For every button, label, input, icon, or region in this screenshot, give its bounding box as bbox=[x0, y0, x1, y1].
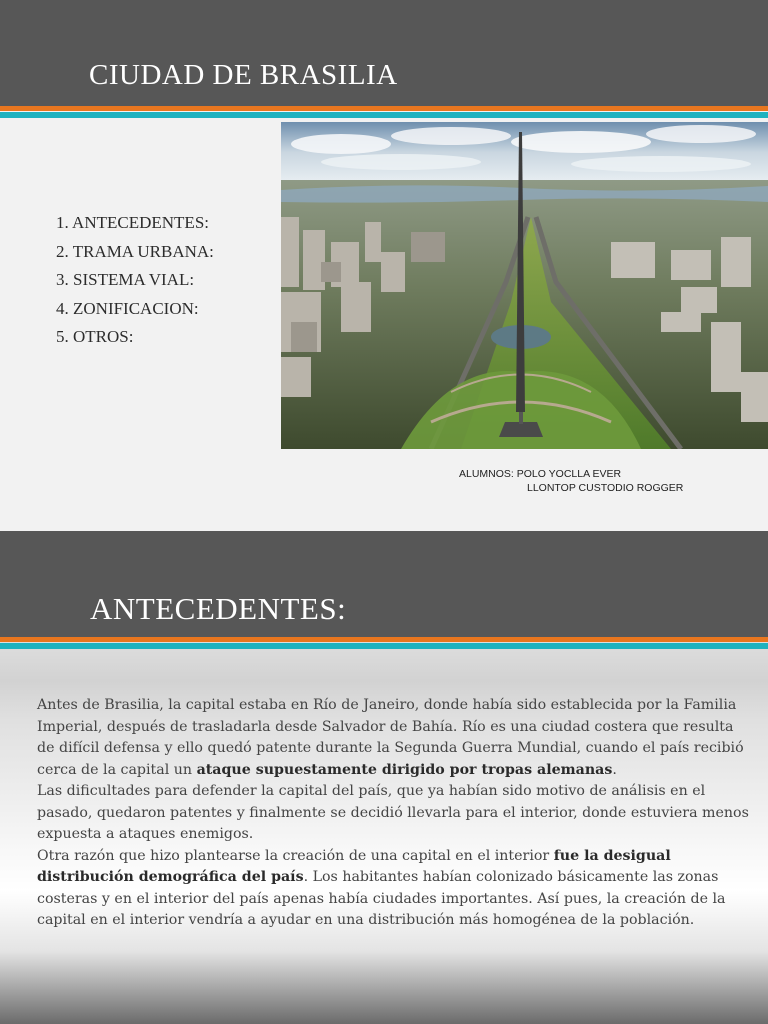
toc-item: 1. ANTECEDENTES: bbox=[56, 213, 209, 232]
students-row bbox=[459, 467, 683, 481]
student-name: LLONTOP CUSTODIO ROGGER bbox=[527, 482, 684, 494]
paragraph-emphasis: fue la desigual distribución demográfica del país bbox=[37, 847, 671, 885]
cover-header bbox=[0, 0, 768, 106]
table-of-contents bbox=[56, 209, 214, 352]
slide-antecedentes bbox=[0, 531, 768, 1024]
section-header bbox=[0, 531, 768, 637]
section-title: ANTECEDENTES: bbox=[90, 591, 347, 626]
students-row bbox=[459, 481, 683, 495]
accent-stripe-teal bbox=[0, 112, 768, 118]
paragraph-text: . bbox=[612, 761, 617, 778]
student-name: POLO YOCLLA EVER bbox=[516, 468, 622, 480]
toc-item: 2. TRAMA URBANA: bbox=[56, 241, 214, 261]
paragraph-text: Las dificultades para defender la capital del país, que ya habían sido motivo de análisis en el pasado, quedaron patentes y finalmente se decidió llevarla para el interior, donde estuviera menos expuesta a ataques enemigos. bbox=[37, 783, 749, 842]
toc-item: 3. SISTEMA VIAL: bbox=[56, 270, 195, 289]
toc-item: 5. OTROS: bbox=[56, 327, 134, 346]
antecedentes-body bbox=[37, 695, 749, 932]
cover-title: CIUDAD DE BRASILIA bbox=[89, 59, 398, 91]
accent-stripe-orange bbox=[0, 106, 768, 111]
accent-stripe-orange bbox=[0, 637, 768, 642]
students-credit bbox=[459, 467, 683, 495]
paragraph-emphasis: ataque supuestamente dirigido por tropas alemanas bbox=[196, 761, 613, 778]
brasilia-aerial-photo bbox=[281, 122, 768, 449]
paragraph-text: Otra razón que hizo plantearse la creación de una capital en el interior bbox=[37, 847, 554, 864]
paragraph-text: . Los habitantes habían colonizado básicamente las zonas costeras y en el interior del país apenas había ciudades importantes. Así pues, la creación de la capital en el interior vendría a ayudar en una distribución más homogénea de la población. bbox=[37, 869, 726, 928]
accent-stripe-teal bbox=[0, 643, 768, 649]
toc-item: 4. ZONIFICACION: bbox=[56, 298, 199, 318]
paragraph-text: Antes de Brasilia, la capital estaba en Río de Janeiro, donde había sido establecida por la Familia Imperial, después de trasladarla desde Salvador de Bahía. Río es una ciudad costera que resulta de difícil defensa y ello quedó patente durante la Segunda Guerra Mundial, cuando el país recibió cerca de la capital un bbox=[37, 697, 744, 778]
students-label: ALUMNOS: bbox=[459, 468, 514, 480]
